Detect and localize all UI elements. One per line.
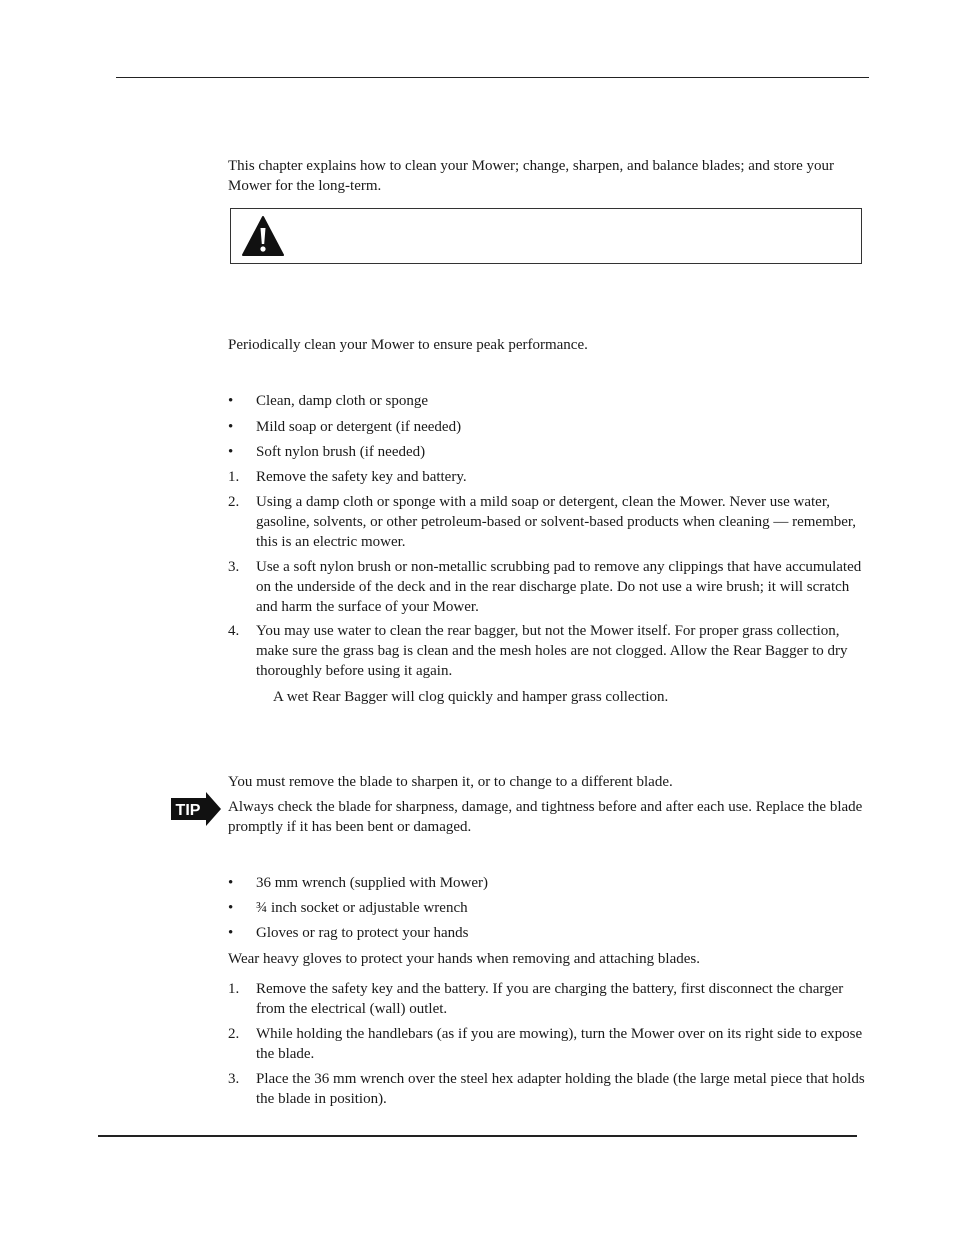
list-item: • Mild soap or detergent (if needed) [228,419,462,435]
header-rule [116,77,869,78]
list-item: • ¾ inch socket or adjustable wrench [228,900,468,916]
blades-intro: You must remove the blade to sharpen it, or to change to a different blade. [228,774,673,790]
step-item: 3. Place the 36 mm wrench over the steel hex adapter holding the blade (the large metal piece that holds the blade in position). [228,1071,865,1107]
tip-text: Always check the blade for sharpness, damage, and tightness before and after each use. Replace the blade promptly if it has been bent or damaged. [228,799,863,835]
step-item: 2. While holding the handlebars (as if you are mowing), turn the Mower over on its right side to expose the blade. [228,1026,863,1062]
list-item: • Soft nylon brush (if needed) [228,444,426,460]
bagger-note: A wet Rear Bagger will clog quickly and hamper grass collection. [273,689,669,705]
list-item: • Clean, damp cloth or sponge [228,393,429,409]
tip-icon [170,791,222,827]
step-item: 2. Using a damp cloth or sponge with a mild soap or detergent, clean the Mower. Never use water, gasoline, solvents, or other petroleum-based or solvent-based products when cleaning — remember, this is an electric mower. [228,494,857,550]
footer-rule [98,1135,857,1137]
list-item: • 36 mm wrench (supplied with Mower) [228,875,489,891]
step-item: 3. Use a soft nylon brush or non-metallic scrubbing pad to remove any clippings that have accumulated on the underside of the deck and in the rear discharge plate. Do not use a wire brush; it will scratch and harm the surface of your Mower. [228,559,862,615]
step-item: 4. You may use water to clean the rear bagger, but not the Mower itself. For proper grass collection, make sure the grass bag is clean and the mesh holes are not clogged. Allow the Rear Bagger to dry thoroughly before using it again. [228,623,848,679]
step-item: 1. Remove the safety key and the battery. If you are charging the battery, first disconnect the charger from the electrical (wall) outlet. [228,981,844,1017]
warning-box [230,208,862,264]
gloves-caution: Wear heavy gloves to protect your hands when removing and attaching blades. [228,951,700,967]
list-item: • Gloves or rag to protect your hands [228,925,469,941]
cleaning-intro: Periodically clean your Mower to ensure peak performance. [228,337,588,353]
chapter-intro: This chapter explains how to clean your Mower; change, sharpen, and balance blades; and store your Mower for the long-term. [228,158,835,194]
step-item: 1. Remove the safety key and battery. [228,469,467,485]
warning-triangle-icon [241,215,285,257]
tip-label: TIP [175,802,201,819]
